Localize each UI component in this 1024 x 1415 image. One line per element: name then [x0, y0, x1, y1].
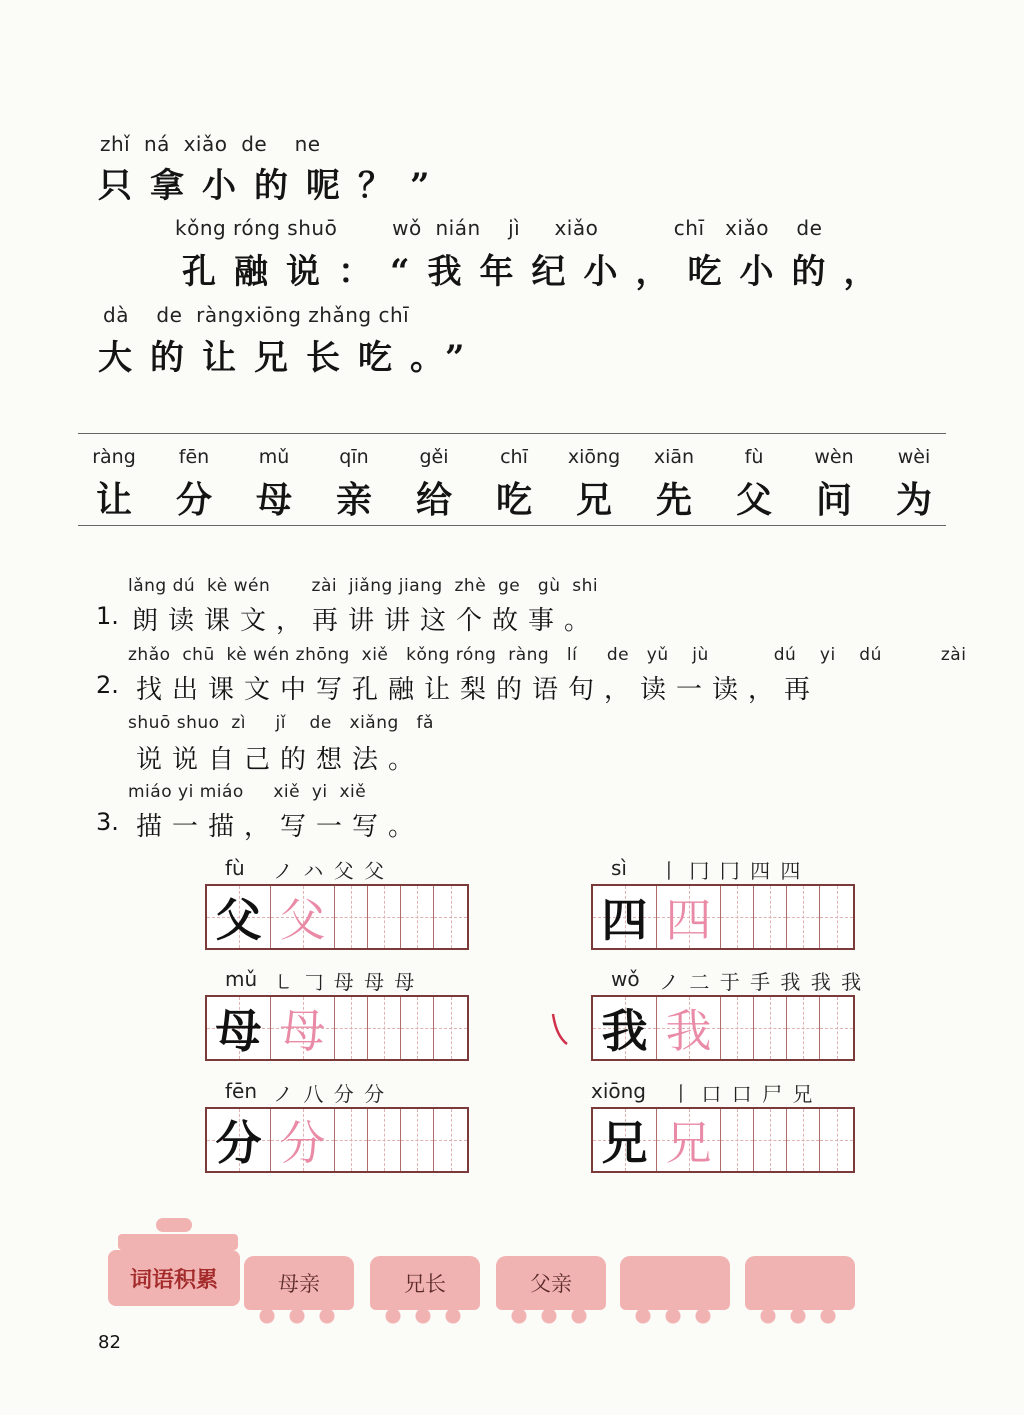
blank-practice-cell[interactable] [754, 886, 787, 948]
task3-pinyin: miáo yi miáo xiě yi xiě [128, 782, 367, 802]
train-car-word: 兄长 [404, 1272, 446, 1296]
train-car [620, 1256, 730, 1310]
trace-character-cell[interactable] [657, 997, 721, 1059]
vocab-item [554, 446, 634, 523]
vocab-character: 亲 [335, 479, 372, 521]
task3-text: 描一描，写一写。 [136, 812, 425, 842]
trace-character: 分 [279, 1116, 326, 1170]
vocab-item [794, 446, 874, 523]
vocab-item [394, 446, 474, 523]
story-line1-text: 只拿小的呢？” [98, 166, 448, 206]
writing-grid [205, 884, 469, 950]
vocab-character: 母 [255, 479, 292, 521]
vocab-pinyin: gěi [419, 446, 449, 468]
stroke-order: ノ 八 分 分 [273, 1082, 387, 1106]
blank-practice-cell[interactable] [820, 886, 853, 948]
model-character: 我 [601, 1004, 648, 1058]
vocab-character: 给 [415, 479, 452, 521]
blank-practice-cell[interactable] [335, 997, 368, 1059]
vocab-pinyin: xiān [653, 446, 695, 468]
story-line2-text: 孔融说：“我年纪小，吃小的， [182, 252, 896, 292]
train-car [496, 1256, 606, 1310]
train-car [244, 1256, 354, 1310]
vocab-character: 让 [95, 479, 132, 521]
vocab-bottom-rule [78, 525, 946, 526]
vocab-character: 问 [815, 479, 852, 521]
vocab-item [714, 446, 794, 523]
writing-grid [205, 995, 469, 1061]
stroke-order: ノ 二 于 手 我 我 我 [659, 970, 864, 994]
grid-pinyin: wǒ [611, 967, 640, 991]
model-character: 分 [215, 1116, 262, 1170]
blank-practice-cell[interactable] [434, 997, 467, 1059]
trace-character: 兄 [665, 1116, 712, 1170]
engine-roof-icon [118, 1234, 238, 1250]
trace-character-cell[interactable] [657, 1109, 721, 1171]
blank-practice-cell[interactable] [754, 1109, 787, 1171]
model-character-cell [593, 997, 657, 1059]
writing-grid [205, 1107, 469, 1173]
blank-practice-cell[interactable] [335, 1109, 368, 1171]
grid-pinyin: xiōng [591, 1079, 646, 1103]
vocab-character: 吃 [495, 479, 532, 521]
vocab-character: 兄 [575, 479, 612, 521]
blank-practice-cell[interactable] [401, 997, 434, 1059]
blank-practice-cell[interactable] [401, 886, 434, 948]
task2-pinyin: zhǎo chū kè wén zhōng xiě kǒng róng ràng lí de yǔ jù dú yi dú zài [128, 645, 967, 665]
engine-title: 词语积累 [129, 1267, 218, 1293]
blank-practice-cell[interactable] [721, 886, 754, 948]
trace-character-cell[interactable] [657, 886, 721, 948]
trace-character-cell[interactable] [271, 886, 335, 948]
stroke-order: 丨 口 口 尸 兄 [671, 1082, 815, 1106]
trace-character: 父 [279, 893, 326, 947]
blank-practice-cell[interactable] [368, 1109, 401, 1171]
vocab-item [74, 446, 154, 523]
blank-practice-cell[interactable] [787, 1109, 820, 1171]
story-line3-text: 大的让兄长吃。” [98, 338, 483, 378]
writing-grid [591, 1107, 855, 1173]
model-character: 母 [215, 1004, 262, 1058]
grid-pinyin: fēn [225, 1079, 258, 1103]
stroke-order: ㇄ 𠃌 母 母 母 [273, 970, 417, 994]
story-line1-pinyin: zhǐ ná xiǎo de ne [100, 132, 321, 156]
train-car-word: 母亲 [278, 1272, 320, 1296]
vocab-item [234, 446, 314, 523]
stroke-order: ノ ハ 父 父 [273, 859, 387, 883]
vocab-character: 分 [175, 479, 212, 521]
vocab-pinyin: wèi [897, 446, 931, 468]
vocab-character: 父 [735, 479, 772, 521]
writing-grid [591, 884, 855, 950]
vocab-pinyin: qīn [339, 446, 369, 468]
vocab-item [874, 446, 954, 523]
model-character-cell [207, 1109, 271, 1171]
model-character-cell [593, 886, 657, 948]
writing-grid [591, 995, 855, 1061]
task2b-pinyin: shuō shuo zì jǐ de xiǎng fǎ [128, 713, 434, 733]
task1-number: 1. [96, 602, 119, 630]
grid-pinyin: sì [611, 856, 627, 880]
blank-practice-cell[interactable] [434, 886, 467, 948]
story-line3-pinyin: dà de ràngxiōng zhǎng chī [103, 303, 410, 327]
model-character: 兄 [601, 1116, 648, 1170]
trace-character-cell[interactable] [271, 997, 335, 1059]
train-car [370, 1256, 480, 1310]
vocab-pinyin: mǔ [258, 446, 290, 468]
engine-body [108, 1250, 240, 1306]
train-engine [108, 1218, 240, 1310]
task2-text: 找出课文中写孔融让梨的语句，读一读，再 [136, 675, 821, 705]
vocab-pinyin: chī [500, 446, 528, 468]
story-line2-pinyin: kǒng róng shuō wǒ nián jì xiǎo chī xiǎo de [175, 216, 823, 240]
blank-practice-cell[interactable] [335, 886, 368, 948]
blank-practice-cell[interactable] [368, 886, 401, 948]
blank-practice-cell[interactable] [820, 997, 853, 1059]
vocab-item [474, 446, 554, 523]
blank-practice-cell[interactable] [787, 886, 820, 948]
task2b-text: 说说自己的想法。 [136, 745, 425, 775]
engine-chimney-icon [156, 1218, 192, 1232]
blank-practice-cell[interactable] [820, 1109, 853, 1171]
stroke-order: 丨 冂 冂 四 四 [659, 859, 803, 883]
model-character-cell [593, 1109, 657, 1171]
blank-practice-cell[interactable] [721, 997, 754, 1059]
vocab-top-rule [78, 433, 946, 434]
task2-number: 2. [96, 671, 119, 699]
vocab-item [634, 446, 714, 523]
trace-character-cell[interactable] [271, 1109, 335, 1171]
blank-practice-cell[interactable] [721, 1109, 754, 1171]
train-car [745, 1256, 855, 1310]
task1-text: 朗读课文，再讲讲这个故事。 [132, 606, 601, 636]
vocab-pinyin: wèn [814, 446, 854, 468]
trace-character: 四 [665, 893, 712, 947]
model-character: 四 [601, 893, 648, 947]
vocab-pinyin: ràng [92, 446, 136, 468]
model-character-cell [207, 997, 271, 1059]
model-character: 父 [215, 893, 262, 947]
blank-practice-cell[interactable] [787, 997, 820, 1059]
page-number: 82 [98, 1332, 121, 1353]
train-car-word: 父亲 [530, 1272, 572, 1296]
vocab-pinyin: xiōng [567, 446, 621, 468]
trace-character: 我 [665, 1004, 712, 1058]
vocab-character: 先 [655, 479, 692, 521]
vocab-item [154, 446, 234, 523]
blank-practice-cell[interactable] [401, 1109, 434, 1171]
blank-practice-cell[interactable] [434, 1109, 467, 1171]
vocab-item [314, 446, 394, 523]
blank-practice-cell[interactable] [368, 997, 401, 1059]
grid-pinyin: fù [225, 856, 245, 880]
trace-character: 母 [279, 1004, 326, 1058]
task3-number: 3. [96, 808, 119, 836]
vocab-pinyin: fēn [178, 446, 210, 468]
task1-pinyin: lǎng dú kè wén zài jiǎng jiang zhè ge gù shi [128, 576, 599, 596]
pen-mark-icon [545, 1010, 575, 1050]
model-character-cell [207, 886, 271, 948]
vocab-character: 为 [895, 479, 932, 521]
grid-pinyin: mǔ [225, 967, 258, 991]
blank-practice-cell[interactable] [754, 997, 787, 1059]
vocab-pinyin: fù [744, 446, 764, 468]
